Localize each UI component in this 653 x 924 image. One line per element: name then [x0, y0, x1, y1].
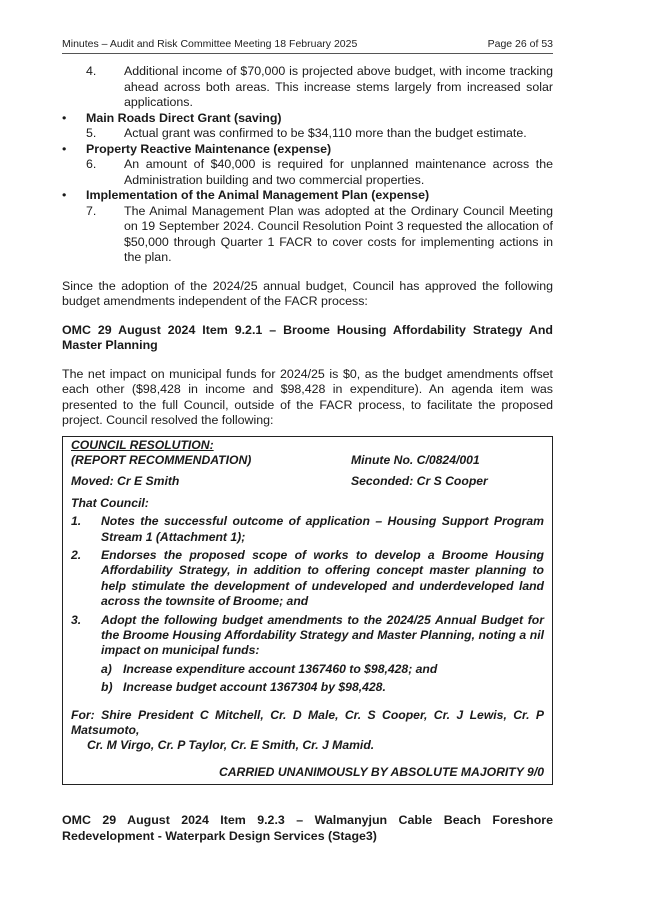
- moved-by: Moved: Cr E Smith: [71, 474, 180, 489]
- list-item-5: [62, 126, 553, 142]
- subpoint-letter: b): [101, 680, 113, 695]
- bullet-icon: •: [62, 141, 67, 156]
- resolution-point-1: [71, 514, 544, 545]
- subpoint-text: Increase budget account 1367304 by $98,428.: [123, 680, 386, 695]
- subpoint-text: Increase expenditure account 1367460 to $98,428; and: [123, 661, 438, 676]
- list-text: The Animal Management Plan was adopted at the Ordinary Council Meeting on 19 September 2024. Council Resolution Point 3 requested the allocation of $50,000 through Quarter 1 FACR to cover costs for implementing actions in the plan.: [124, 203, 553, 264]
- carried-statement: CARRIED UNANIMOUSLY BY ABSOLUTE MAJORITY 9/0: [218, 764, 544, 779]
- bullet-text: Property Reactive Maintenance (expense): [86, 141, 332, 156]
- report-recommendation: (REPORT RECOMMENDATION): [71, 452, 252, 467]
- header-title: Minutes – Audit and Risk Committee Meeting 18 February 2025: [62, 38, 358, 50]
- header-rule: [62, 53, 553, 54]
- section-heading-housing: OMC 29 August 2024 Item 9.2.1 – Broome Housing Affordability Strategy And Master Planning: [62, 322, 553, 352]
- list-item-6: [62, 157, 553, 188]
- resolution-subpoint-b: [71, 680, 544, 695]
- list-text: An amount of $40,000 is required for unplanned maintenance across the Administration building and two commercial properties.: [124, 157, 553, 187]
- paragraph-net-impact: The net impact on municipal funds for 2024/25 is $0, as the budget amendments offset each other ($98,428 in income and $98,428 in expenditure). An agenda item was presented to the full Council, outside of the FACR process, to facilitate the proposed project. Council resolved the following:: [62, 366, 553, 427]
- votes-for: For: Shire President C Mitchell, Cr. D Male, Cr. S Cooper, Cr. J Lewis, Cr. P Matsumoto,: [71, 707, 544, 737]
- resolution-subpoint-a: [71, 662, 544, 677]
- point-number: 1.: [71, 514, 82, 529]
- votes-for-continued: Cr. M Virgo, Cr. P Taylor, Cr. E Smith, Cr. J Mamid.: [87, 738, 375, 753]
- minute-number: Minute No. C/0824/001: [351, 452, 480, 467]
- subpoint-letter: a): [101, 661, 112, 676]
- point-text: Adopt the following budget amendments to the 2024/25 Annual Budget for the Broome Housing Affordability Strategy and Master Planning, noting a nil impact on municipal funds:: [101, 612, 544, 658]
- point-text: Notes the successful outcome of application – Housing Support Program Stream 1 (Attachment 1);: [101, 514, 544, 544]
- point-number: 2.: [71, 547, 82, 562]
- list-number: 5.: [86, 126, 97, 140]
- bullet-animal-management: [62, 188, 553, 204]
- bullet-text: Implementation of the Animal Management Plan (expense): [86, 188, 430, 202]
- page-header: [62, 38, 553, 50]
- list-number: 6.: [86, 157, 97, 171]
- resolution-title: COUNCIL RESOLUTION:: [71, 437, 214, 452]
- list-text: Additional income of $70,000 is projected above budget, with income tracking ahead across both areas. This increase stems largely from increased solar applications.: [124, 64, 553, 109]
- paragraph-budget-amendments: Since the adoption of the 2024/25 annual budget, Council has approved the following budget amendments independent of the FACR process:: [62, 278, 553, 308]
- document-body: [62, 64, 553, 844]
- list-text: Actual grant was confirmed to be $34,110 more than the budget estimate.: [124, 126, 527, 140]
- list-item-4: [62, 64, 553, 111]
- seconded-by: Seconded: Cr S Cooper: [351, 474, 488, 489]
- bullet-property-maintenance: [62, 142, 553, 158]
- resolution-point-3: [71, 613, 544, 659]
- list-number: 4.: [86, 64, 97, 78]
- bullet-icon: •: [62, 188, 67, 202]
- resolution-mover-row: [71, 474, 544, 489]
- resolution-report-row: [71, 453, 544, 468]
- bullet-text: Main Roads Direct Grant (saving): [86, 110, 282, 125]
- list-item-7: [62, 204, 553, 266]
- point-text: Endorses the proposed scope of works to develop a Broome Housing Affordability Strategy, in addition to offering concept master planning to help stimulate the development of undeveloped and underdeveloped land across the townsite of Broome; and: [101, 547, 544, 609]
- point-number: 3.: [71, 612, 82, 627]
- list-number: 7.: [86, 203, 97, 218]
- resolution-point-2: [71, 548, 544, 610]
- that-council: That Council:: [71, 495, 149, 510]
- council-resolution-box: [62, 436, 553, 786]
- page-number: Page 26 of 53: [487, 38, 553, 50]
- bullet-main-roads: [62, 111, 553, 127]
- section-heading-waterpark: OMC 29 August 2024 Item 9.2.3 – Walmanyjun Cable Beach Foreshore Redevelopment - Waterpark Design Services (Stage3): [62, 813, 553, 843]
- bullet-icon: •: [62, 110, 67, 125]
